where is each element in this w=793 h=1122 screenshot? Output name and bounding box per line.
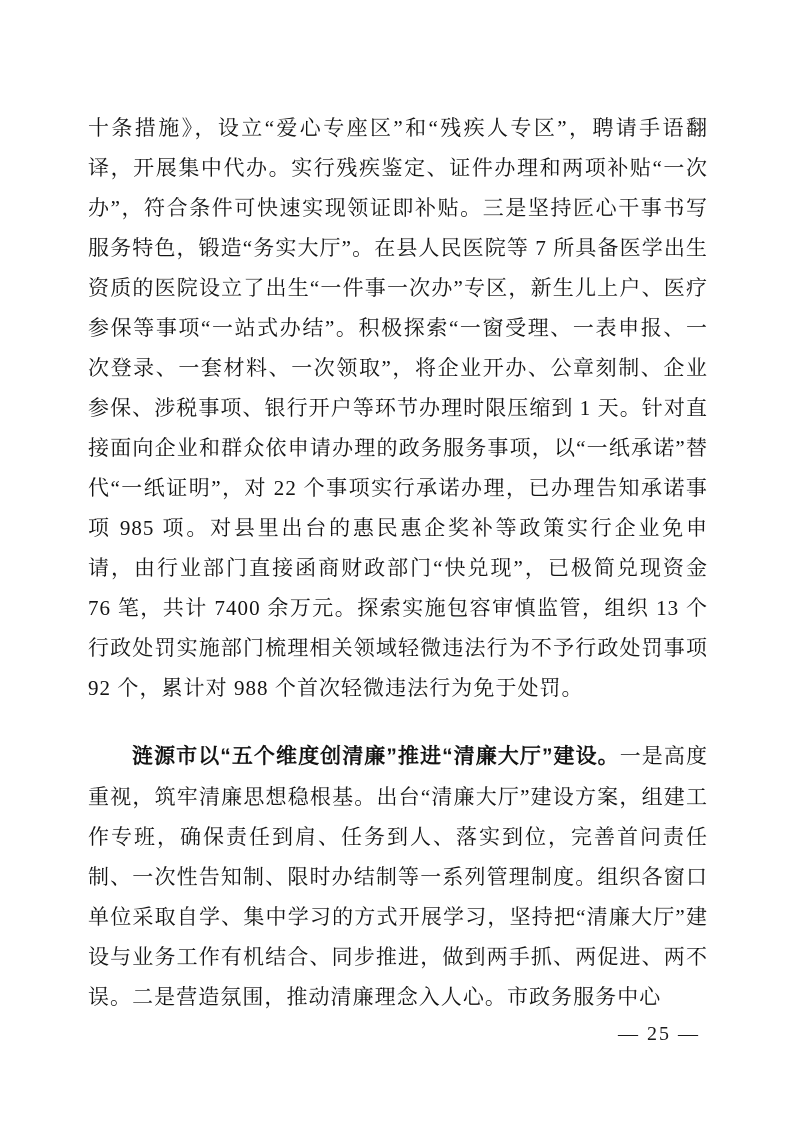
body-paragraph-continuation: 十条措施》，设立“爱心专座区”和“残疾人专区”，聘请手语翻译，开展集中代办。实行残疾鉴定、证件办理和两项补贴“一次办”，符合条件可快速实现领证即补贴。三是坚持匠心干事书写服务特色，锻造“务实大厅”。在县人民医院等 7 所具备医学出生资质的医院设立了出生“一件事一次办”专区，新生儿上户、医疗参保等事项“一站式办结”。积极探索“一窗受理、一表申报、一次登录、一套材料、一次领取”，将企业开办、公章刻制、企业参保、涉税事项、银行开户等环节办理时限压缩到 1 天。针对直接面向企业和群众依申请办理的政务服务事项，以“一纸承诺”替代“一纸证明”，对 22 个事项实行承诺办理，已办理告知承诺事项 985 项。对县里出台的惠民惠企奖补等政策实行企业免申请，由行业部门直接函商财政部门“快兑现”，已极简兑现资金 76 笔，共计 7400 余万元。探索实施包容审慎监管，组织 13 个行政处罚实施部门梳理相关领域轻微违法行为不予行政处罚事项 92 个，累计对 988 个首次轻微违法行为免于处罚。 [88, 116, 708, 700]
paragraph-text: 一是高度重视，筑牢清廉思想稳根基。出台“清廉大厅”建设方案，组建工作专班，确保责任到肩、任务到人、落实到位，完善首问责任制、一次性告知制、限时办结制等一系列管理制度。组织各窗口单位采取自学、集中学习的方式开展学习，坚持把“清廉大厅”建设与业务工作有机结合、同步推进，做到两手抓、两促进、两不误。二是营造氛围，推动清廉理念入人心。市政务服务中心 [88, 744, 708, 1009]
paragraph-lead-bold: 涟源市以“五个维度创清廉”推进“清廉大厅”建设。 [132, 745, 620, 768]
body-paragraph [88, 736, 708, 1017]
document-text-block [88, 108, 708, 1017]
page-number: — 25 — [618, 1023, 700, 1045]
